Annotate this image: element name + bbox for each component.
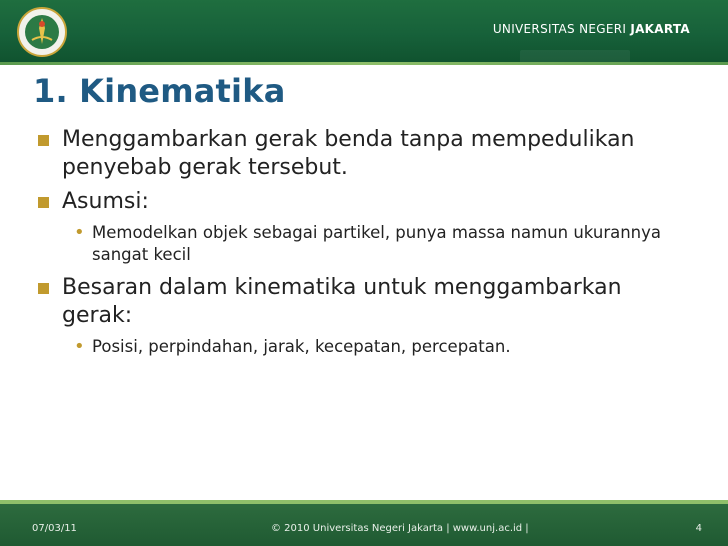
sub-bullet-text: Posisi, perpindahan, jarak, kecepatan, percepatan. [92,337,511,356]
bullet-item [36,274,676,330]
square-bullet-icon [38,135,49,146]
sub-bullet-item [70,222,676,266]
bullet-item [36,126,676,182]
slide-title: 1. Kinematika [33,72,286,110]
page-number: 4 [695,523,702,534]
dot-bullet-icon: • [74,336,85,357]
sub-bullet-text: Memodelkan objek sebagai partikel, punya massa namun ukurannya sangat kecil [92,223,662,264]
dot-bullet-icon: • [74,222,85,243]
unj-logo-icon [14,6,70,58]
university-name: UNIVERSITAS NEGERI JAKARTA [492,22,690,36]
bullet-item [36,188,676,216]
square-bullet-icon [38,283,49,294]
bullet-text: Asumsi: [62,189,149,214]
sub-bullet-item [70,336,676,358]
slide-content [36,126,676,366]
footer-date: 07/03/11 [32,523,77,534]
footer-copyright: © 2010 Universitas Negeri Jakarta | www.unj.ac.id | [271,523,529,534]
bullet-text: Besaran dalam kinematika untuk menggambarkan gerak: [62,275,622,328]
square-bullet-icon [38,197,49,208]
header-bar [0,0,728,62]
bullet-text: Menggambarkan gerak benda tanpa mempedulikan penyebab gerak tersebut. [62,127,635,180]
university-name-bold: JAKARTA [630,22,690,36]
header-stripe [0,62,728,65]
footer-bar [0,504,728,546]
